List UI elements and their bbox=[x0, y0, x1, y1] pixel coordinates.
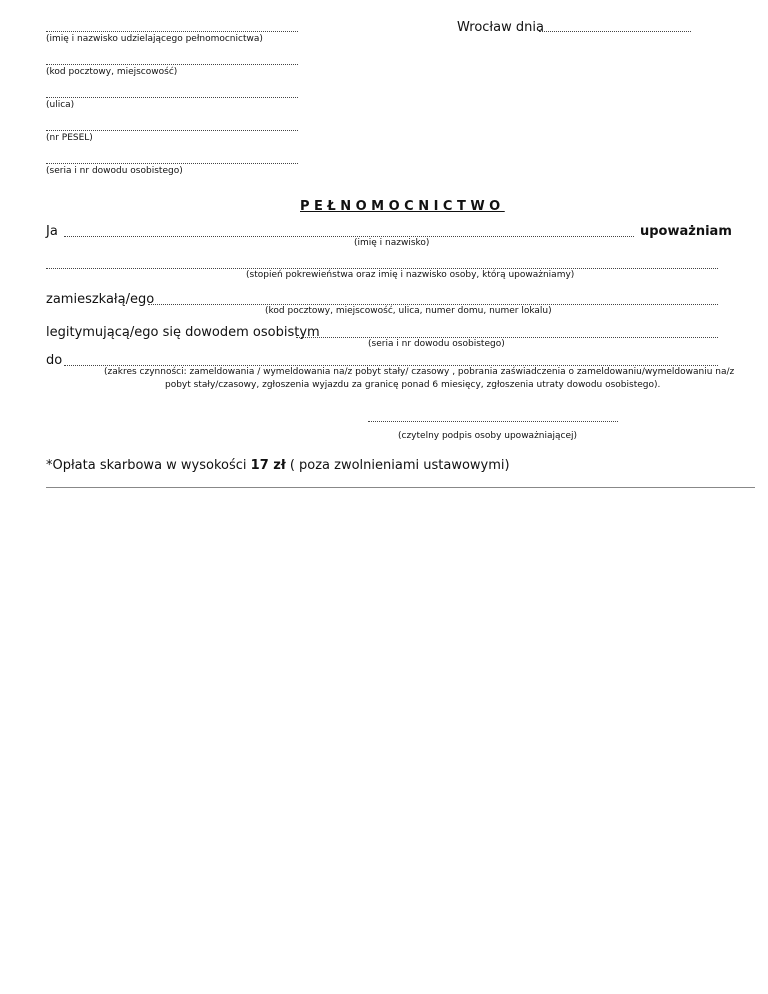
pesel-caption: (nr PESEL) bbox=[46, 133, 93, 143]
ja-label: Ja bbox=[46, 224, 58, 239]
resident-line[interactable] bbox=[148, 304, 718, 305]
fee-amount: 17 zł bbox=[250, 458, 286, 473]
fee-prefix: *Opłata skarbowa w wysokości bbox=[46, 458, 251, 473]
relation-line[interactable] bbox=[46, 268, 718, 269]
scope-line[interactable] bbox=[64, 365, 718, 366]
scope-caption-2: pobyt stały/czasowy, zgłoszenia wyjazdu za granicę ponad 6 miesięcy, zgłoszenia utraty dowodu osobistego). bbox=[165, 380, 661, 390]
to-label: do bbox=[46, 353, 63, 368]
signature-caption: (czytelny podpis osoby upoważniającej) bbox=[398, 431, 578, 441]
id-label: legitymującą/ego się dowodem osobistym bbox=[46, 325, 320, 340]
date-line[interactable] bbox=[539, 31, 691, 32]
authorize-label: upoważniam bbox=[640, 224, 732, 239]
resident-caption: (kod pocztowy, miejscowość, ulica, numer domu, numer lokalu) bbox=[265, 306, 552, 316]
bottom-divider bbox=[46, 487, 755, 488]
signature-line[interactable] bbox=[368, 421, 618, 422]
resident-label: zamieszkałą/ego bbox=[46, 292, 155, 307]
pesel-line[interactable] bbox=[46, 130, 298, 131]
id-caption: (seria i nr dowodu osobistego) bbox=[368, 339, 505, 349]
scope-caption-1: (zakres czynności: zameldowania / wymeldowania na/z pobyt stały/ czasowy , pobrania zaświadczenia o zameldowaniu/wymeldowaniu na/z bbox=[104, 367, 735, 377]
ja-name-line[interactable] bbox=[64, 236, 634, 237]
fee-suffix: ( poza zwolnieniami ustawowymi) bbox=[285, 458, 510, 473]
id-series-line[interactable] bbox=[46, 163, 298, 164]
street-line[interactable] bbox=[46, 97, 298, 98]
relation-caption: (stopień pokrewieństwa oraz imię i nazwisko osoby, którą upoważniamy) bbox=[246, 270, 575, 280]
ja-caption: (imię i nazwisko) bbox=[354, 238, 430, 248]
id-line[interactable] bbox=[296, 337, 718, 338]
principal-name-line[interactable] bbox=[46, 31, 298, 32]
postal-city-line[interactable] bbox=[46, 64, 298, 65]
postal-city-caption: (kod pocztowy, miejscowość) bbox=[46, 67, 178, 77]
id-series-caption: (seria i nr dowodu osobistego) bbox=[46, 166, 183, 176]
document-title: PEŁNOMOCNICTWO bbox=[300, 199, 505, 214]
principal-name-caption: (imię i nazwisko udzielającego pełnomocnictwa) bbox=[46, 34, 263, 44]
fee-note bbox=[46, 458, 510, 473]
street-caption: (ulica) bbox=[46, 100, 75, 110]
city-date-label: Wrocław dnia bbox=[457, 20, 544, 35]
